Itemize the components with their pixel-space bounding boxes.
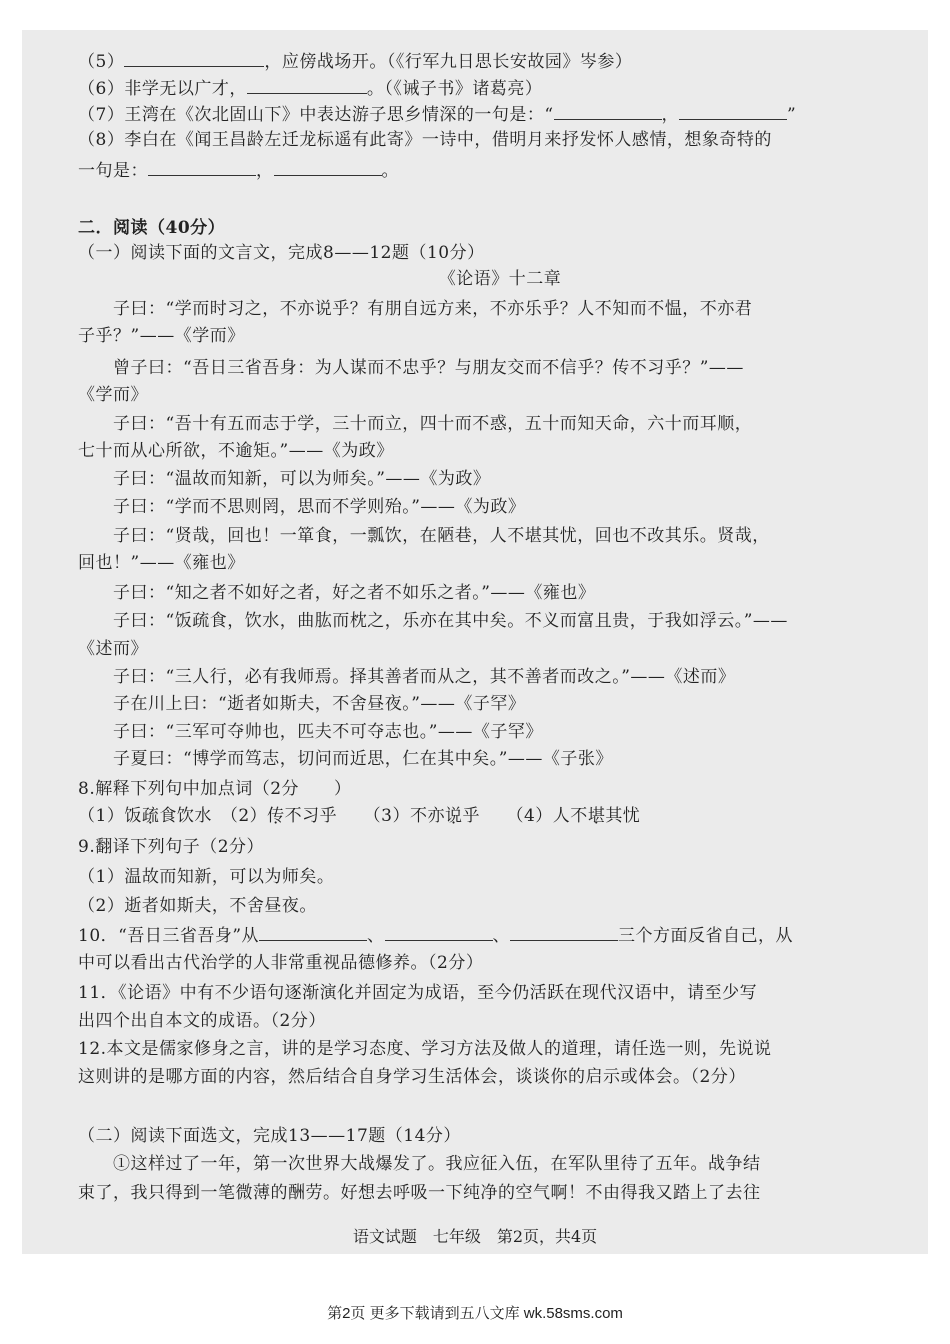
q8-item4-post: 其忧	[605, 806, 641, 826]
passage-line: 子曰：“学而不思则罔，思而不学则殆。”——《为政》	[78, 497, 526, 517]
q9-item2: （2）逝者如斯夫，不舍昼夜。	[78, 896, 317, 916]
q10-blank-3	[510, 922, 618, 941]
passage-title: 《论语》十二章	[438, 269, 562, 289]
q11-line2: 出四个出自本文的成语。（2分）	[78, 1011, 326, 1031]
q5-number: （5）	[78, 52, 125, 72]
passage-line: 子在川上曰：“逝者如斯夫，不舍昼夜。”——《子罕》	[78, 694, 526, 714]
passage-line: 子曰：“吾十有五而志于学，三十而立，四十而不惑，五十而知天命，六十而耳顺，	[78, 414, 753, 434]
q8-item1-dotted: 疏	[141, 806, 160, 826]
passage-line: 子曰：“三军可夺帅也，匹夫不可夺志也。”——《子罕》	[78, 722, 543, 742]
q6-source: 。（《诫子书》诸葛亮）	[366, 79, 543, 99]
q8-title: 8.解释下列句中加点词（2分 ）	[78, 779, 352, 799]
q8-end: 。	[381, 161, 399, 181]
q12-line1: 12.本文是儒家修身之言，讲的是学习态度、学习方法及做人的道理，请任选一则，先说说	[78, 1039, 772, 1059]
passage-line: 《述而》	[78, 639, 148, 659]
q8-item4-pre: （4）人不	[514, 806, 588, 826]
q10-text: 10．“吾日三省吾身”从	[78, 926, 260, 946]
part1-intro: （一）阅读下面的文言文，完成8——12题（10分）	[78, 243, 485, 263]
passage-line: 子曰：“温故而知新，可以为师矣。”——《为政》	[78, 469, 491, 489]
passage-line: 子曰：“三人行，必有我师焉。择其善者而从之，其不善者而改之。”——《述而》	[78, 667, 736, 687]
q7-blank-1	[554, 101, 662, 120]
q8-blank-2	[274, 157, 382, 176]
q8-item3-post: 乎	[462, 806, 480, 826]
q8-item2-post: 不习乎	[284, 806, 338, 826]
q8-item3-pre: （3）不亦	[372, 806, 445, 826]
q8-blank-1	[148, 157, 256, 176]
q10-sep2: 、	[492, 926, 511, 946]
passage-line: 七十而从心所欲，不逾矩。”——《为政》	[78, 441, 394, 461]
passage-line: 子曰：“饭疏食，饮水，曲肱而枕之，乐亦在其中矣。不义而富且贵，于我如浮云。”——	[78, 611, 788, 631]
q7-end: ”	[787, 105, 797, 125]
passage-line: 曾子曰：“吾日三省吾身：为人谋而不忠乎？与朋友交而不信乎？传不习乎？”——	[78, 358, 744, 378]
q12-line2: 这则讲的是哪方面的内容，然后结合自身学习生活体会，谈谈你的启示或体会。（2分）	[78, 1067, 746, 1087]
q7-blank-2	[679, 101, 787, 120]
q10-blank-2	[385, 922, 493, 941]
q7-sep: ，	[661, 105, 680, 125]
q10-tail: 三个方面反省自己，从	[618, 926, 794, 946]
q8-fill-line2	[78, 157, 878, 184]
q11-line1: 11．《论语》中有不少语句逐渐演化并固定为成语，至今仍活跃在现代汉语中，请至少写	[78, 983, 758, 1003]
q10-line1	[78, 922, 878, 949]
q5-line	[78, 48, 878, 75]
q8-item3-dotted: 说	[444, 806, 463, 826]
q8-item2-dotted: 传	[267, 806, 285, 826]
part2-line2: 束了，我只得到一笔微薄的酬劳。好想去呼吸一下纯净的空气啊！不由得我又踏上了去往	[78, 1183, 761, 1203]
q8-fill-text: 一句是：	[78, 161, 148, 181]
q10-line2: 中可以看出古代治学的人非常重视品德修养。（2分）	[78, 953, 484, 973]
site-footer: 第2页 更多下载请到五八文库 wk.58sms.com	[327, 1305, 623, 1322]
q10-sep1: 、	[367, 926, 385, 946]
q8-item2-pre: （2）	[229, 806, 268, 826]
q6-blank	[247, 75, 367, 94]
q10-blank-1	[259, 922, 367, 941]
passage-line: 子曰：“贤哉，回也！一箪食，一瓢饮，在陋巷，人不堪其忧，回也不改其乐。贤哉，	[78, 526, 770, 546]
part2-line1: ①这样过了一年，第一次世界大战爆发了。我应征入伍，在军队里待了五年。战争结	[78, 1154, 761, 1174]
q8-sep: ，	[256, 161, 274, 181]
q6-line	[78, 75, 878, 102]
passage-line: 子乎？”——《学而》	[78, 326, 245, 346]
exam-footer: 语文试题 七年级 第2页，共4页	[352, 1227, 598, 1246]
q5-text: ，应傍战场开。（《行军九日思长安故园》岑参）	[264, 52, 633, 72]
passage-line: 回也！”——《雍也》	[78, 553, 245, 573]
section-heading: 二．阅读（40分）	[78, 218, 226, 238]
passage-line: 子曰：“学而时习之，不亦说乎？有朋自远方来，不亦乐乎？人不知而不愠，不亦君	[78, 299, 753, 319]
q8-item4-dotted: 堪	[587, 806, 606, 826]
passage-line: 子夏曰：“博学而笃志，切问而近思，仁在其中矣。”——《子张》	[78, 749, 613, 769]
q5-blank	[124, 48, 264, 67]
q8-fill-line1: （8）李白在《闻王昌龄左迁龙标遥有此寄》一诗中，借明月来抒发怀人感情，想象奇特的	[78, 130, 772, 150]
passage-line: 子曰：“知之者不如好之者，好之者不如乐之者。”——《雍也》	[78, 583, 596, 603]
q9-item1: （1）温故而知新，可以为师矣。	[78, 867, 335, 887]
q8-items	[78, 803, 878, 829]
passage-line: 《学而》	[78, 385, 148, 405]
q9-title: 9.翻译下列句子（2分）	[78, 837, 265, 857]
q7-line	[78, 101, 878, 128]
q8-item1-post: 食饮水	[159, 806, 212, 826]
q8-item1-pre: （1）饭	[78, 806, 142, 826]
q7-text: （7）王湾在《次北固山下》中表达游子思乡情深的一句是：“	[78, 105, 554, 125]
q6-text: （6）非学无以广才，	[78, 79, 247, 99]
part2-intro: （二）阅读下面选文，完成13——17题（14分）	[78, 1126, 461, 1146]
